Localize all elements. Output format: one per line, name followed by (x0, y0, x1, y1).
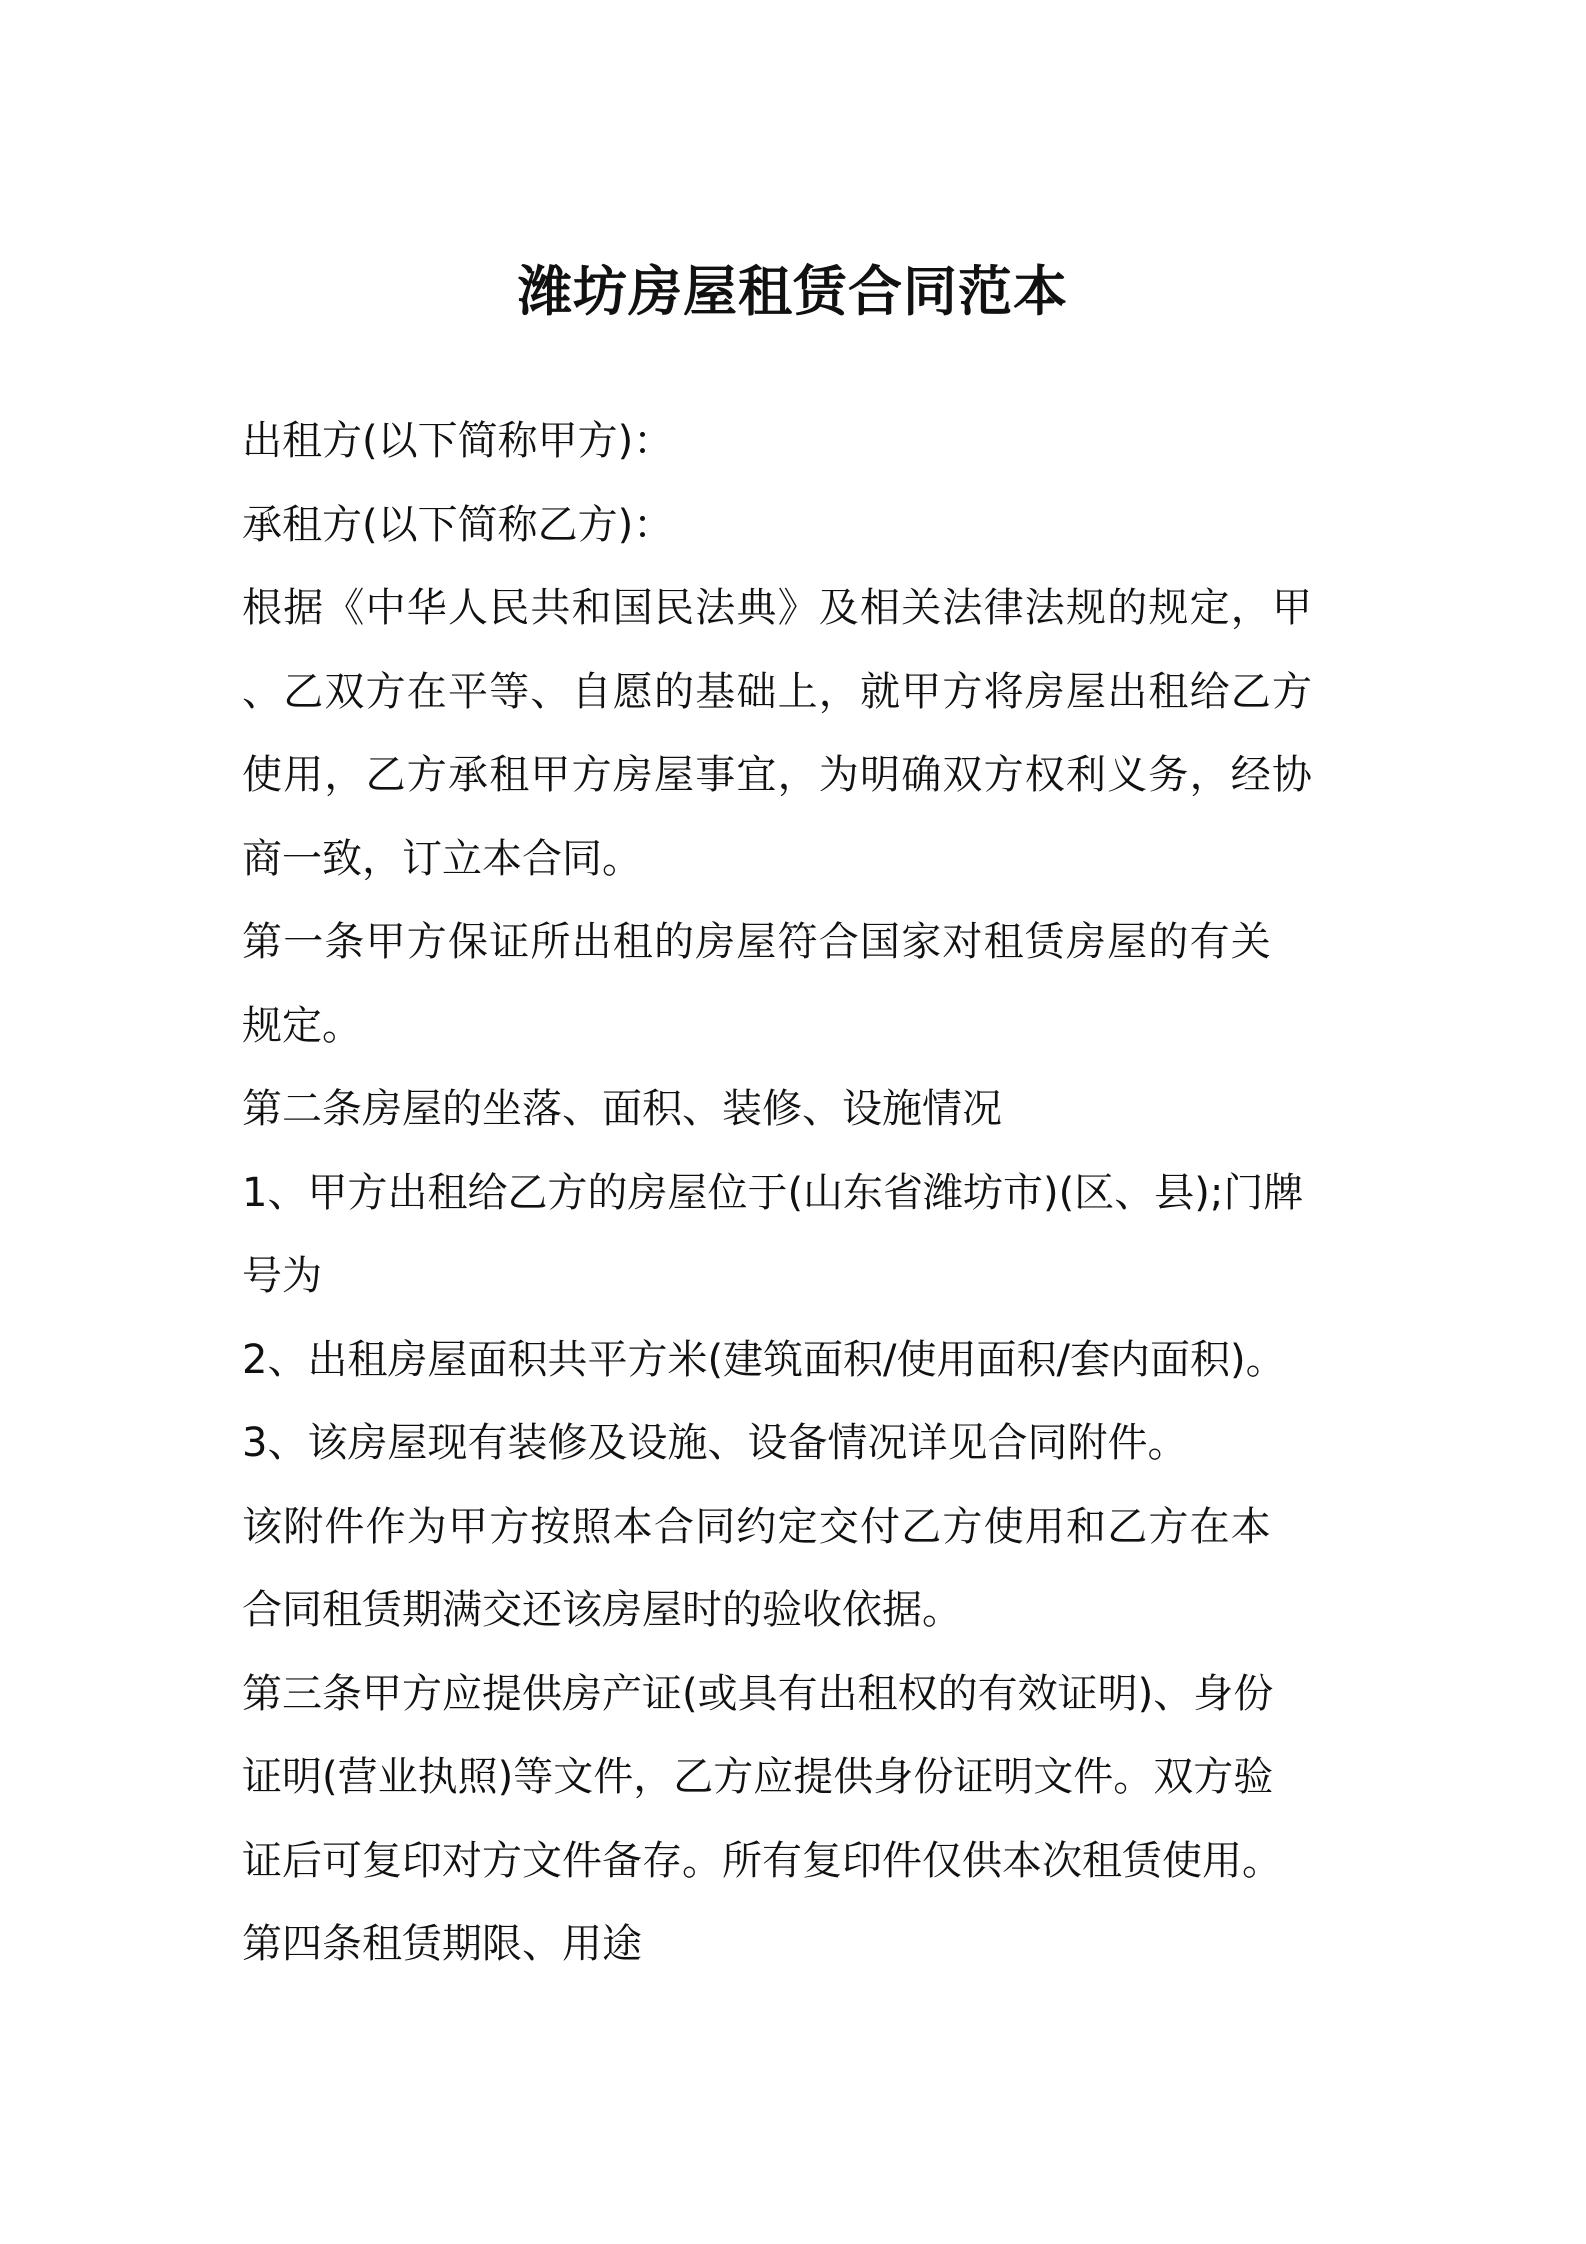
article-2-item-2: 2、出租房屋面积共平方米(建筑面积/使用面积/套内面积)。 (242, 1336, 1286, 1383)
document-title: 潍坊房屋租赁合同范本 (518, 260, 1068, 323)
lessee-line: 承租方(以下简称乙方)： (242, 501, 674, 548)
lessor-line: 出租方(以下简称甲方)： (242, 418, 674, 464)
article-2-appendix-line: 该附件作为甲方按照本合同约定交付乙方使用和乙方在本 (242, 1503, 1272, 1550)
article-1-line: 第一条甲方保证所出租的房屋符合国家对租赁房屋的有关 (242, 919, 1272, 965)
preamble-line: 根据《中华人民共和国民法典》及相关法律法规的规定，甲 (242, 585, 1314, 631)
article-3-line: 证后可复印对方文件备存。所有复印件仅供本次租赁使用。 (242, 1837, 1282, 1884)
document-body (242, 400, 1362, 1987)
article-2-heading: 第二条房屋的坐落、面积、装修、设施情况 (242, 1086, 1002, 1132)
preamble-line: 商一致，订立本合同。 (242, 835, 642, 882)
article-2-item-3: 3、该房屋现有装修及设施、设备情况详见合同附件。 (242, 1420, 1188, 1466)
article-2-item-1: 号为 (242, 1253, 322, 1299)
preamble-line: 、乙双方在平等、自愿的基础上，就甲方将房屋出租给乙方 (242, 668, 1314, 715)
article-1-line: 规定。 (242, 1002, 362, 1049)
article-2-item-1: 1、甲方出租给乙方的房屋位于(山东省潍坊市)(区、县);门牌 (242, 1169, 1304, 1216)
article-3-line: 证明(营业执照)等文件，乙方应提供身份证明文件。双方验 (242, 1754, 1274, 1800)
article-4-heading: 第四条租赁期限、用途 (242, 1921, 642, 1967)
preamble-line: 使用，乙方承租甲方房屋事宜，为明确双方权利义务，经协 (242, 752, 1314, 798)
article-2-appendix-line: 合同租赁期满交还该房屋时的验收依据。 (242, 1587, 962, 1633)
article-3-line: 第三条甲方应提供房产证(或具有出租权的有效证明)、身份 (242, 1670, 1274, 1717)
